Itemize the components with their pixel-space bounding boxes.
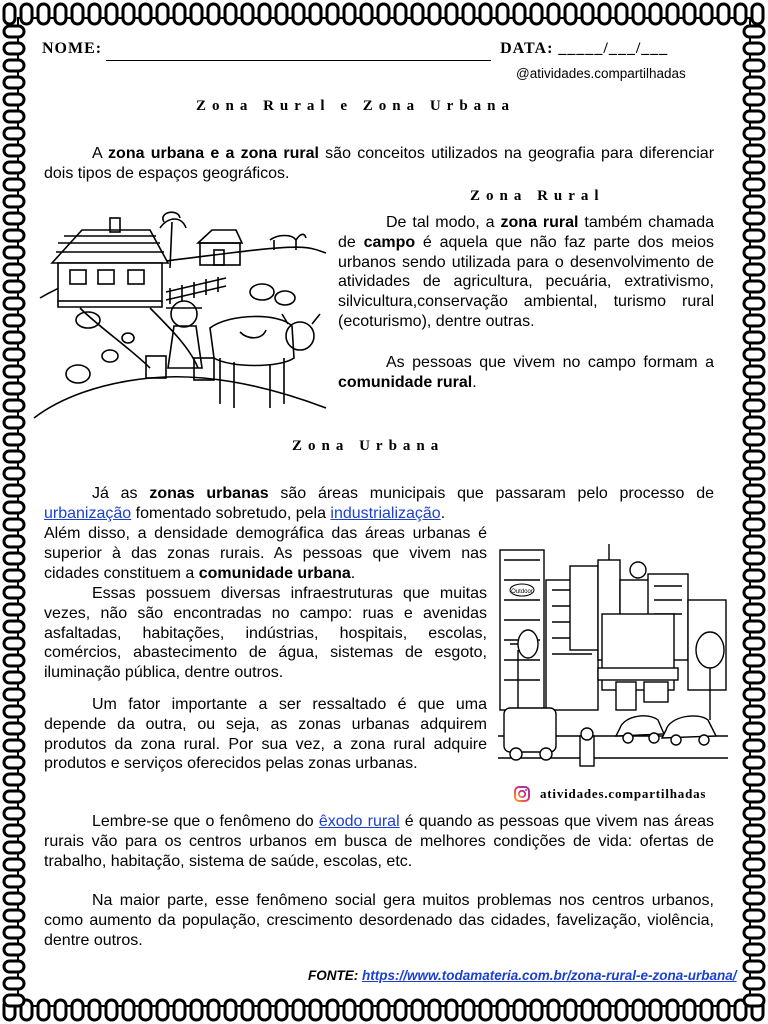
border-bead — [744, 978, 764, 989]
border-bead — [650, 4, 661, 24]
border-bead — [429, 1000, 440, 1020]
border-bead — [514, 1000, 525, 1020]
border-bead — [4, 281, 24, 292]
border-bead — [718, 4, 729, 24]
border-bead — [531, 1000, 542, 1020]
name-label: NOME: — [42, 40, 103, 57]
border-bead — [4, 519, 24, 530]
border-bead — [38, 4, 49, 24]
border-bead — [744, 638, 764, 649]
city-sign-text: Outdoor — [511, 589, 533, 595]
exodo-paragraph: Lembre-se que o fenômeno do êxodo rural é quando as pessoas que vivem nas áreas rurais vão para os centros urbanos em busca de melhores condições de vida: ofertas de trabalho, habitação, sistema de saúde, escolas, etc. — [44, 813, 715, 870]
border-bead — [310, 4, 321, 24]
border-bead — [4, 978, 24, 989]
border-bead — [157, 1000, 168, 1020]
source-link[interactable]: https://www.todamateria.com.br/zona-rural-e-zona-urbana/ — [362, 968, 737, 983]
border-bead — [744, 791, 764, 802]
border-bead — [599, 4, 610, 24]
border-bead — [4, 587, 24, 598]
border-bead — [650, 1000, 661, 1020]
border-bead — [89, 4, 100, 24]
border-bead — [259, 1000, 270, 1020]
border-bead — [744, 910, 764, 921]
border-bead — [4, 808, 24, 819]
border-bead — [242, 4, 253, 24]
border-bead — [4, 247, 24, 258]
border-bead — [276, 1000, 287, 1020]
border-bead — [744, 128, 764, 139]
border-bead — [4, 451, 24, 462]
border-bead — [735, 4, 746, 24]
border-bead — [480, 4, 491, 24]
border-bead — [72, 4, 83, 24]
border-bead — [4, 111, 24, 122]
border-bead — [463, 4, 474, 24]
border-bead — [744, 94, 764, 105]
industrializacao-link[interactable]: industrialização — [330, 504, 441, 522]
border-bead — [701, 1000, 712, 1020]
border-bead — [4, 502, 24, 513]
border-bead — [744, 519, 764, 530]
border-bead — [667, 1000, 678, 1020]
border-bead — [497, 1000, 508, 1020]
border-bead — [4, 961, 24, 972]
border-bead — [446, 1000, 457, 1020]
border-bead — [616, 1000, 627, 1020]
border-bead — [744, 553, 764, 564]
border-bead — [276, 4, 287, 24]
border-bead — [531, 4, 542, 24]
border-bead — [4, 383, 24, 394]
border-bead — [4, 366, 24, 377]
urban-section-title: Zona Urbana — [292, 438, 445, 454]
border-bead — [744, 383, 764, 394]
border-bead — [744, 842, 764, 853]
border-bead — [4, 910, 24, 921]
border-bead — [4, 434, 24, 445]
border-bead — [140, 4, 151, 24]
border-bead — [4, 757, 24, 768]
border-bead — [4, 944, 24, 955]
border-bead — [412, 1000, 423, 1020]
border-bead — [744, 162, 764, 173]
border-bead — [684, 1000, 695, 1020]
border-bead — [4, 859, 24, 870]
rural-paragraph: De tal modo, a zona rural também chamada de campo é aquela que não faz parte dos meios urbanos sendo utilizada para o desenvolvimento de atividades de agricultura, pecuária, extrativismo, silvicultura,conservação ambiental, turismo rural (ecoturismo), dentre outras. — [338, 214, 714, 330]
border-bead — [4, 570, 24, 581]
interdependence-paragraph: Um fator importante a ser ressaltado é que uma depende da outra, ou seja, as zonas urbanas adquirem produtos da zona rural. Por sua vez, a zona rural adquire produtos e serviços oferecidos pelas zonas urbanas. — [44, 696, 487, 773]
border-bead — [4, 43, 24, 54]
border-bead — [4, 638, 24, 649]
border-bead — [4, 672, 24, 683]
border-bead — [744, 587, 764, 598]
border-bead — [701, 4, 712, 24]
border-bead — [123, 1000, 134, 1020]
border-bead — [106, 4, 117, 24]
border-bead — [4, 740, 24, 751]
border-bead — [744, 893, 764, 904]
border-bead — [582, 4, 593, 24]
border-bead — [106, 1000, 117, 1020]
border-bead — [4, 128, 24, 139]
header-row — [42, 40, 702, 61]
border-bead — [310, 1000, 321, 1020]
border-bead — [4, 825, 24, 836]
border-bead — [4, 162, 24, 173]
border-bead — [633, 4, 644, 24]
border-bead — [4, 468, 24, 479]
farm-illustration — [30, 208, 330, 424]
border-bead — [4, 893, 24, 904]
border-bead — [293, 4, 304, 24]
border-bead — [744, 961, 764, 972]
border-bead — [514, 4, 525, 24]
border-bead — [463, 1000, 474, 1020]
border-bead — [744, 536, 764, 547]
border-bead — [744, 332, 764, 343]
border-bead — [744, 774, 764, 785]
border-bead — [4, 485, 24, 496]
border-bead — [4, 315, 24, 326]
border-bead — [327, 4, 338, 24]
border-bead — [89, 1000, 100, 1020]
border-bead — [744, 927, 764, 938]
border-bead — [412, 4, 423, 24]
border-bead — [429, 4, 440, 24]
name-field[interactable] — [106, 42, 491, 61]
border-bead — [4, 604, 24, 615]
border-bead — [744, 859, 764, 870]
border-bead — [744, 451, 764, 462]
border-bead — [378, 1000, 389, 1020]
border-bead — [744, 145, 764, 156]
border-bead — [497, 4, 508, 24]
border-bead — [361, 4, 372, 24]
border-bead — [744, 298, 764, 309]
border-bead — [744, 689, 764, 700]
border-bead — [208, 4, 219, 24]
border-bead — [344, 4, 355, 24]
border-bead — [4, 995, 24, 1006]
border-bead — [4, 230, 24, 241]
border-bead — [4, 179, 24, 190]
border-bead — [718, 1000, 729, 1020]
border-bead — [744, 757, 764, 768]
border-bead — [744, 247, 764, 258]
border-bead — [744, 315, 764, 326]
border-bead — [4, 60, 24, 71]
border-bead — [395, 4, 406, 24]
author-handle: @atividades.compartilhadas — [516, 66, 686, 81]
border-bead — [744, 723, 764, 734]
border-bead — [4, 4, 15, 24]
border-bead — [744, 655, 764, 666]
border-bead — [4, 213, 24, 224]
border-bead — [744, 604, 764, 615]
border-bead — [633, 1000, 644, 1020]
border-bead — [565, 4, 576, 24]
border-bead — [4, 876, 24, 887]
border-bead — [4, 417, 24, 428]
border-bead — [744, 400, 764, 411]
border-bead — [744, 417, 764, 428]
border-bead — [191, 4, 202, 24]
border-bead — [174, 4, 185, 24]
border-bead — [157, 4, 168, 24]
border-bead — [21, 4, 32, 24]
border-bead — [744, 179, 764, 190]
border-bead — [344, 1000, 355, 1020]
density-paragraph: Além disso, a densidade demográfica das áreas urbanas é superior à das zonas rurais. As pessoas que vivem nas cidades constituem a comunidade urbana. — [44, 525, 487, 582]
border-bead — [744, 740, 764, 751]
border-bead — [744, 434, 764, 445]
urbanizacao-link[interactable]: urbanização — [44, 504, 132, 522]
border-bead — [744, 485, 764, 496]
border-bead — [4, 706, 24, 717]
border-bead — [191, 1000, 202, 1020]
border-bead — [225, 4, 236, 24]
border-bead — [4, 26, 24, 37]
border-bead — [744, 349, 764, 360]
border-bead — [327, 1000, 338, 1020]
rural-community-paragraph: As pessoas que vivem no campo formam a comunidade rural. — [338, 354, 714, 391]
border-bead — [599, 1000, 610, 1020]
border-bead — [4, 536, 24, 547]
border-bead — [744, 26, 764, 37]
border-bead — [208, 1000, 219, 1020]
exodo-rural-link[interactable]: êxodo rural — [318, 813, 400, 830]
border-bead — [446, 4, 457, 24]
border-bead — [744, 825, 764, 836]
border-bead — [55, 4, 66, 24]
border-bead — [744, 944, 764, 955]
border-bead — [744, 672, 764, 683]
intro-paragraph: A zona urbana e a zona rural são conceitos utilizados na geografia para diferenciar dois tipos de espaços geográficos. — [44, 145, 715, 182]
border-bead — [744, 502, 764, 513]
border-bead — [174, 1000, 185, 1020]
border-bead — [565, 1000, 576, 1020]
border-bead — [140, 1000, 151, 1020]
border-bead — [582, 1000, 593, 1020]
border-bead — [4, 927, 24, 938]
source-label: FONTE: — [308, 968, 359, 983]
instagram-credit — [514, 786, 706, 802]
border-bead — [616, 4, 627, 24]
border-bead — [548, 4, 559, 24]
border-bead — [744, 706, 764, 717]
border-bead — [752, 4, 763, 24]
city-illustration — [498, 540, 728, 772]
instagram-icon — [514, 786, 530, 802]
border-bead — [744, 876, 764, 887]
border-bead — [744, 264, 764, 275]
problems-paragraph: Na maior parte, esse fenômeno social gera muitos problemas nos centros urbanos, como aumento da população, crescimento desordenado das cidades, favelização, violência, dentre outros. — [44, 892, 714, 949]
border-bead — [744, 111, 764, 122]
border-bead — [4, 332, 24, 343]
source-line — [308, 968, 737, 983]
border-bead — [4, 791, 24, 802]
border-bead — [4, 689, 24, 700]
border-bead — [4, 553, 24, 564]
border-bead — [4, 264, 24, 275]
border-bead — [4, 145, 24, 156]
border-bead — [4, 77, 24, 88]
date-field[interactable]: _____/___/___ — [558, 40, 669, 57]
border-bead — [744, 621, 764, 632]
border-bead — [259, 4, 270, 24]
border-bead — [225, 1000, 236, 1020]
border-bead — [744, 281, 764, 292]
border-bead — [744, 230, 764, 241]
border-bead — [72, 1000, 83, 1020]
border-bead — [38, 1000, 49, 1020]
border-bead — [744, 366, 764, 377]
border-bead — [4, 723, 24, 734]
border-bead — [55, 1000, 66, 1020]
border-bead — [4, 621, 24, 632]
border-bead — [744, 43, 764, 54]
border-bead — [744, 77, 764, 88]
border-bead — [378, 4, 389, 24]
infrastructure-paragraph: Essas possuem diversas infraestruturas que muitas vezes, não são encontradas no campo: ruas e avenidas asfaltadas, habitações, indústrias, hospitais, escolas, comércios, abastecimento de água, sistemas de esgoto, iluminação pública, dentre outros. — [44, 585, 487, 682]
border-bead — [667, 4, 678, 24]
rural-section-title: Zona Rural — [470, 188, 605, 204]
border-bead — [548, 1000, 559, 1020]
border-bead — [293, 1000, 304, 1020]
border-bead — [744, 60, 764, 71]
border-bead — [744, 213, 764, 224]
border-bead — [361, 1000, 372, 1020]
border-bead — [123, 4, 134, 24]
border-bead — [4, 655, 24, 666]
border-bead — [744, 468, 764, 479]
border-bead — [4, 94, 24, 105]
border-bead — [4, 842, 24, 853]
instagram-handle: atividades.compartilhadas — [540, 786, 707, 801]
border-bead — [744, 570, 764, 581]
border-bead — [4, 400, 24, 411]
border-bead — [242, 1000, 253, 1020]
date-label: DATA: — [500, 40, 554, 57]
border-bead — [4, 298, 24, 309]
border-bead — [744, 808, 764, 819]
border-bead — [744, 995, 764, 1006]
urban-paragraph: Já as zonas urbanas são áreas municipais que passaram pelo processo de urbanização fomentado sobretudo, pela industrialização. — [44, 485, 715, 522]
border-bead — [395, 1000, 406, 1020]
border-bead — [684, 4, 695, 24]
border-bead — [4, 774, 24, 785]
border-bead — [4, 349, 24, 360]
page-title: Zona Rural e Zona Urbana — [196, 98, 516, 114]
border-bead — [480, 1000, 491, 1020]
border-bead — [4, 196, 24, 207]
border-bead — [744, 196, 764, 207]
